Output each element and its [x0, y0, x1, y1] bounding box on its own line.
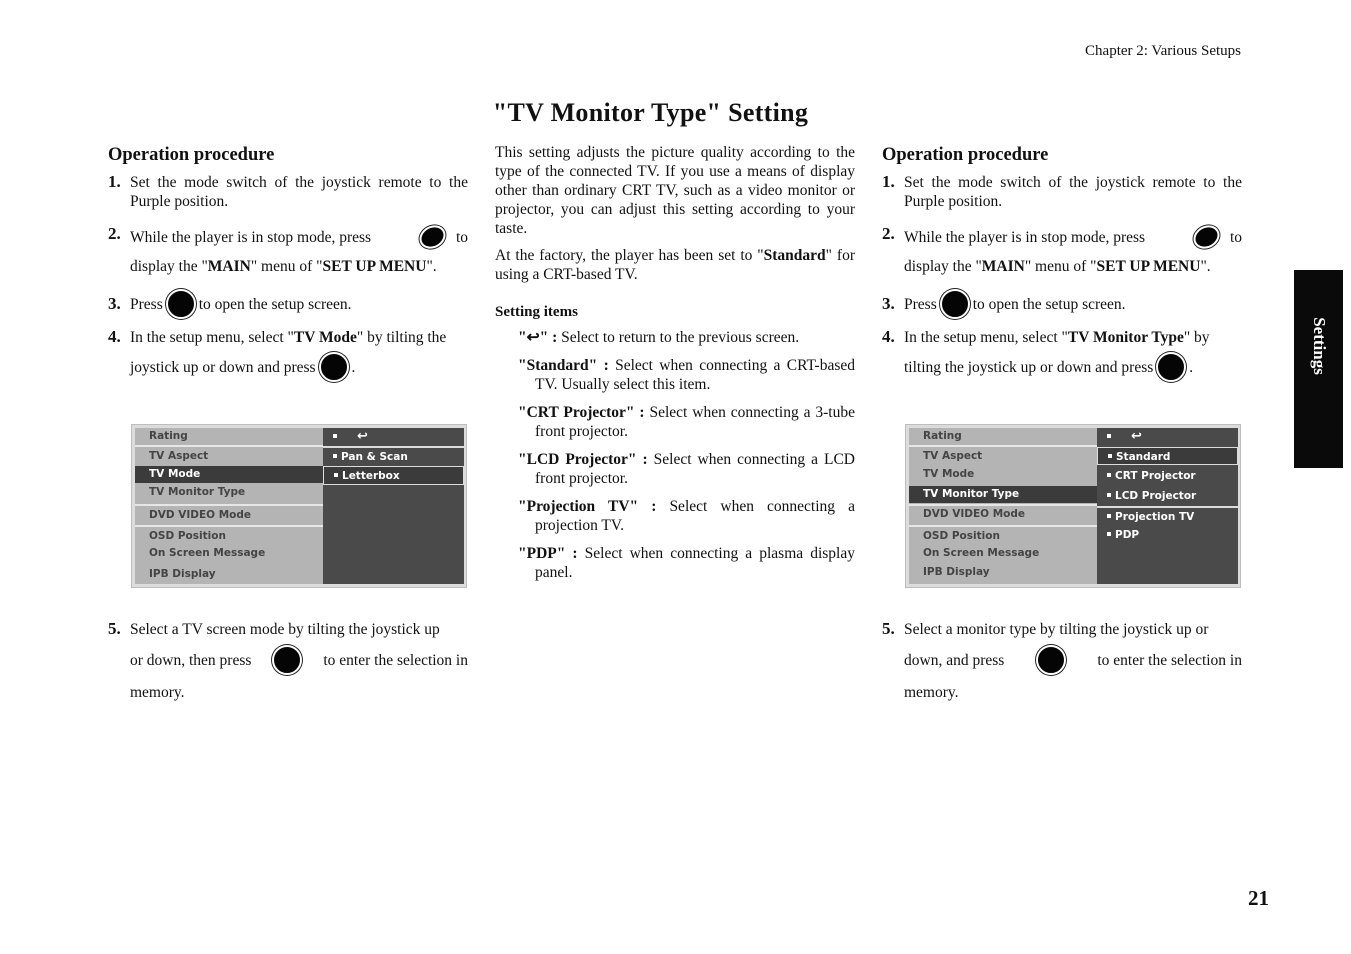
left-column [108, 143, 468, 383]
menu-divider [135, 445, 323, 447]
menu-item-osd-position: OSD Position [149, 530, 226, 542]
step-number: 3. [108, 294, 121, 313]
menu-right-panel [323, 428, 464, 584]
menu-item-tv-monitor-type: TV Monitor Type [909, 486, 1097, 503]
step-text: display the " [130, 258, 208, 275]
main-menu-label: MAIN [207, 258, 251, 275]
step-text: joystick up or down and press [130, 358, 316, 376]
step-text: or down, then press [130, 651, 252, 669]
step-text: Select a monitor type by tilting the joystick up or [904, 621, 1209, 638]
setting-item-standard: "Standard" : Select when connecting a CRT-based TV. Usually select this item. [518, 357, 855, 393]
step-text: to [1229, 228, 1242, 246]
page-number: 21 [1248, 886, 1269, 910]
menu-divider [909, 525, 1097, 527]
left-step-4 [108, 328, 468, 383]
menu-option-letterbox: Letterbox [323, 466, 464, 485]
step-text: Press [904, 295, 937, 313]
joystick-button-icon [1036, 645, 1066, 675]
left-heading: Operation procedure [108, 145, 275, 165]
step-text: ". [1200, 258, 1211, 275]
joystick-button-icon [319, 352, 349, 382]
menu-item-tv-aspect: TV Aspect [149, 450, 209, 462]
step-bold: TV Monitor Type [1067, 329, 1184, 346]
step-text: In the setup menu, select " [904, 329, 1068, 346]
menu-divider [135, 504, 323, 506]
step-text: to enter the selection in [1097, 651, 1242, 669]
joystick-button-icon [940, 289, 970, 319]
step-text: . [351, 358, 356, 376]
menu-item-dvd-video-mode: DVD VIDEO Mode [149, 509, 252, 521]
setting-item-return: "↩" : Select to return to the previous screen. [518, 329, 800, 346]
left-setup-menu-screenshot [131, 424, 467, 588]
setting-item-lcd-projector: "LCD Projector" : Select when connecting a LCD front projector. [518, 451, 855, 487]
step-number: 3. [882, 294, 895, 313]
right-step-3 [882, 288, 1242, 320]
step-text: display the " [904, 258, 982, 275]
setting-item-pdp: "PDP" : Select when connecting a plasma display panel. [518, 545, 855, 581]
menu-left-panel [135, 428, 323, 584]
left-step-1 [108, 173, 468, 211]
step-text: " menu of " [250, 258, 323, 275]
left-column-lower [108, 620, 468, 702]
menu-option-return [1097, 428, 1238, 446]
menu-option-lcd-projector: LCD Projector [1097, 487, 1238, 505]
step-text: In the setup menu, select " [130, 329, 294, 346]
menu-item-osd-position: OSD Position [923, 530, 1000, 542]
setting-item-crt-projector: "CRT Projector" : Select when connecting a 3-tube front projector. [518, 404, 855, 440]
step-text: memory. [130, 684, 185, 701]
menu-divider [909, 445, 1097, 447]
step-text: " by tilting the [356, 329, 447, 346]
step-text: Press [130, 295, 163, 313]
step-text: to [455, 228, 468, 246]
step-text: Set the mode switch of the joystick remote to the Purple position. [130, 174, 468, 210]
menu-item-on-screen-message: On Screen Message [149, 547, 266, 559]
menu-item-tv-aspect: TV Aspect [923, 450, 983, 462]
step-text: . [1189, 358, 1194, 376]
step-text: Select a TV screen mode by tilting the joystick up [130, 621, 440, 638]
page-title: "TV Monitor Type" Setting [492, 98, 809, 127]
intro-paragraph: This setting adjusts the picture quality according to the type of the connected TV. If you use a means of display other than ordinary CRT TV, such as a video monitor or projector, you can adjust this setting according to your taste. [495, 144, 855, 237]
menu-option-return [323, 428, 464, 446]
right-step-5 [882, 620, 1242, 702]
step-text: memory. [904, 684, 959, 701]
right-column [882, 143, 1242, 383]
setting-items-title: Setting items [495, 304, 578, 320]
right-step-2 [882, 225, 1242, 276]
step-text: to open the setup screen. [972, 295, 1126, 313]
step-text: to enter the selection in [323, 651, 468, 669]
factory-default-value: Standard [763, 247, 826, 264]
right-step-1 [882, 173, 1242, 211]
step-number: 5. [882, 619, 895, 638]
step-text: Set the mode switch of the joystick remote to the Purple position. [904, 174, 1242, 210]
right-setup-menu-screenshot [905, 424, 1241, 588]
joystick-button-icon [1156, 352, 1186, 382]
left-step-2 [108, 225, 468, 276]
menu-item-tv-monitor-type: TV Monitor Type [149, 486, 246, 498]
main-menu-label: MAIN [981, 258, 1025, 275]
setup-menu-label: SET UP MENU [1096, 258, 1201, 275]
left-step-3 [108, 288, 468, 320]
step-text: tilting the joystick up or down and press [904, 358, 1154, 376]
step-number: 5. [108, 619, 121, 638]
step-text: down, and press [904, 651, 1005, 669]
menu-item-tv-mode: TV Mode [135, 466, 323, 483]
step-text: ". [426, 258, 437, 275]
step-text: While the player is in stop mode, press [130, 228, 372, 246]
step-bold: TV Mode [293, 329, 357, 346]
step-text: " by [1183, 329, 1210, 346]
menu-divider [135, 525, 323, 527]
menu-option-pdp: PDP [1097, 526, 1238, 544]
menu-option-crt-projector: CRT Projector [1097, 467, 1238, 485]
step-number: 2. [882, 224, 895, 243]
factory-paragraph: At the factory, the player has been set to "Standard" for using a CRT-based TV. [495, 247, 855, 283]
step-number: 1. [108, 172, 121, 191]
side-tab-label: Settings [1309, 317, 1329, 375]
menu-right-panel [1097, 428, 1238, 584]
joystick-button-icon [166, 289, 196, 319]
menu-option-pan-scan: Pan & Scan [323, 448, 464, 466]
setup-menu-label: SET UP MENU [322, 258, 427, 275]
menu-option-standard: Standard [1097, 447, 1238, 465]
setting-item-projection-tv: "Projection TV" : Select when connecting a projection TV. [518, 498, 855, 534]
step-text: to open the setup screen. [198, 295, 352, 313]
step-number: 1. [882, 172, 895, 191]
menu-left-panel [909, 428, 1097, 584]
step-number: 4. [882, 327, 895, 346]
chapter-header: Chapter 2: Various Setups [1085, 43, 1241, 59]
right-heading: Operation procedure [882, 145, 1049, 165]
right-column-lower [882, 620, 1242, 702]
menu-item-ipb-display: IPB Display [923, 566, 990, 578]
step-number: 4. [108, 327, 121, 346]
menu-item-dvd-video-mode: DVD VIDEO Mode [923, 508, 1026, 520]
middle-column [495, 143, 855, 591]
menu-item-tv-mode: TV Mode [923, 468, 975, 480]
right-step-4 [882, 328, 1242, 383]
menu-item-on-screen-message: On Screen Message [923, 547, 1040, 559]
enter-oval-button-icon [1189, 221, 1223, 253]
step-number: 2. [108, 224, 121, 243]
left-step-5 [108, 620, 468, 702]
menu-item-ipb-display: IPB Display [149, 568, 216, 580]
joystick-button-icon [272, 645, 302, 675]
menu-option-projection-tv: Projection TV [1097, 508, 1238, 526]
return-arrow-icon: ↩ [1131, 429, 1142, 444]
step-text: While the player is in stop mode, press [904, 228, 1146, 246]
enter-oval-button-icon [415, 221, 449, 253]
settings-side-tab [1294, 270, 1343, 468]
menu-item-rating: Rating [923, 430, 962, 442]
step-text: " menu of " [1024, 258, 1097, 275]
return-arrow-icon: ↩ [357, 429, 368, 444]
menu-item-rating: Rating [149, 430, 188, 442]
